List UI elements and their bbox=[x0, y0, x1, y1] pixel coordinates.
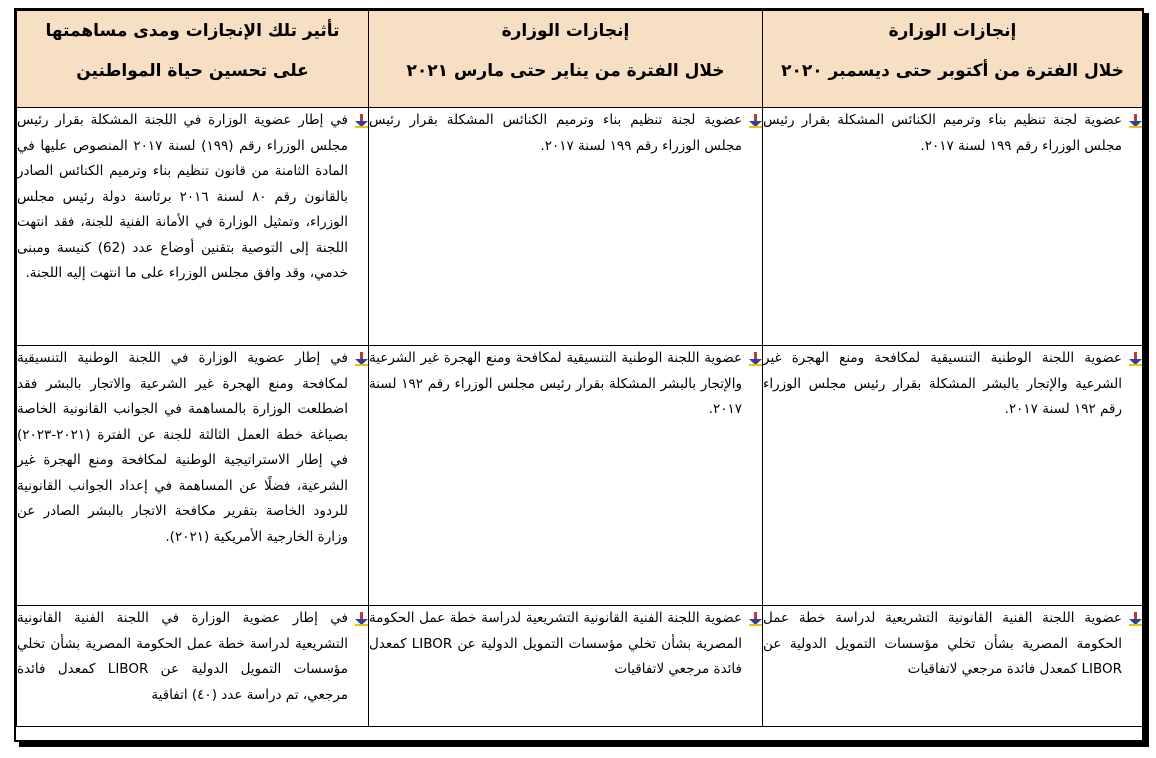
arrow-bullet-icon bbox=[749, 352, 762, 366]
item-text: عضوية اللجنة الفنية القانونية التشريعية لدراسة خطة عمل الحكومة المصرية بشأن تخلي مؤسسات التمويل الدولية عن LIBOR كمعدل فائدة مرجعي لاتفاقيات bbox=[369, 610, 743, 677]
achievements-table-frame bbox=[14, 8, 1144, 742]
header-jan-mar-period: خلال الفترة من يناير حتى مارس ٢٠٢١ bbox=[406, 61, 725, 81]
header-jan-mar bbox=[369, 11, 763, 108]
achievements-table bbox=[16, 10, 1143, 727]
item-text: في إطار عضوية الوزارة في اللجنة الفنية القانونية التشريعية لدراسة خطة عمل الحكومة المصرية بشأن تخلي مؤسسات التمويل الدولية عن LIBOR كمعدل فائدة مرجعي، تم دراسة عدد (٤٠) اتفاقية bbox=[17, 610, 348, 703]
header-impact bbox=[17, 11, 369, 108]
item-text: عضوية لجنة تنظيم بناء وترميم الكنائس المشكلة بقرار رئيس مجلس الوزراء رقم ١٩٩ لسنة ٢٠١٧. bbox=[763, 112, 1122, 154]
header-jan-mar-title: إنجازات الوزارة bbox=[501, 21, 630, 41]
cell-jan-mar bbox=[369, 346, 763, 606]
header-impact-title: تأثير تلك الإنجازات ومدى مساهمتها bbox=[45, 21, 340, 41]
arrow-bullet-icon bbox=[355, 114, 368, 128]
header-oct-dec-title: إنجازات الوزارة bbox=[888, 21, 1017, 41]
table-row bbox=[17, 346, 1143, 606]
list-item bbox=[17, 108, 368, 287]
cell-jan-mar bbox=[369, 606, 763, 727]
item-text: عضوية اللجنة الوطنية التنسيقية لمكافحة ومنع الهجرة غير الشرعية والإتجار بالبشر المشكلة بقرار رئيس مجلس الوزراء رقم ١٩٢ لسنة ٢٠١٧. bbox=[369, 350, 742, 417]
cell-oct-dec bbox=[763, 108, 1143, 346]
table-row bbox=[17, 606, 1143, 727]
table-header-row bbox=[17, 11, 1143, 108]
arrow-bullet-icon bbox=[1129, 612, 1142, 626]
list-item bbox=[763, 346, 1142, 423]
arrow-bullet-icon bbox=[355, 612, 368, 626]
header-oct-dec bbox=[763, 11, 1143, 108]
item-text: عضوية اللجنة الوطنية التنسيقية لمكافحة ومنع الهجرة غير الشرعية والإتجار بالبشر المشكلة بقرار رئيس مجلس الوزراء رقم ١٩٢ لسنة ٢٠١٧. bbox=[763, 350, 1122, 417]
cell-impact bbox=[17, 606, 369, 727]
item-text: عضوية اللجنة الفنية القانونية التشريعية لدراسة خطة عمل الحكومة المصرية بشأن تخلي مؤسسات التمويل الدولية عن LIBOR كمعدل فائدة مرجعي لاتفاقيات bbox=[763, 610, 1122, 677]
table-row bbox=[17, 108, 1143, 346]
list-item bbox=[369, 346, 762, 423]
item-text: عضوية لجنة تنظيم بناء وترميم الكنائس المشكلة بقرار رئيس مجلس الوزراء رقم ١٩٩ لسنة ٢٠١٧. bbox=[369, 112, 742, 154]
arrow-bullet-icon bbox=[749, 612, 762, 626]
list-item bbox=[17, 346, 368, 550]
arrow-bullet-icon bbox=[355, 352, 368, 366]
list-item bbox=[369, 108, 762, 159]
cell-impact bbox=[17, 346, 369, 606]
item-text: في إطار عضوية الوزارة في اللجنة الوطنية التنسيقية لمكافحة ومنع الهجرة غير الشرعية والاتجار بالبشر فقد اضطلعت الوزارة بالمساهمة في الجوانب القانونية الخاصة بصياغة خطة العمل الثالثة للجنة عن الفترة (٢٠٢١-٢٠٢٣) في إطار الاستراتيجية الوطنية لمكافحة ومنع الهجرة غير الشرعية، فضلًا عن المساهمة في إعداد الجوانب القانونية للردود الخاصة بتقرير مكافحة الاتجار بالبشر الصادر عن وزارة الخارجية الأمريكية (٢٠٢١). bbox=[17, 350, 348, 545]
cell-impact bbox=[17, 108, 369, 346]
arrow-bullet-icon bbox=[1129, 114, 1142, 128]
cell-oct-dec bbox=[763, 346, 1143, 606]
cell-jan-mar bbox=[369, 108, 763, 346]
arrow-bullet-icon bbox=[749, 114, 762, 128]
arrow-bullet-icon bbox=[1129, 352, 1142, 366]
list-item bbox=[763, 108, 1142, 159]
list-item bbox=[17, 606, 368, 708]
list-item bbox=[763, 606, 1142, 683]
list-item bbox=[369, 606, 762, 683]
header-impact-subtitle: على تحسين حياة المواطنين bbox=[76, 61, 309, 81]
header-oct-dec-period: خلال الفترة من أكتوبر حتى ديسمبر ٢٠٢٠ bbox=[781, 61, 1124, 81]
item-text: في إطار عضوية الوزارة في اللجنة المشكلة بقرار رئيس مجلس الوزراء رقم (١٩٩) لسنة ٢٠١٧ المنصوص عليها في المادة الثامنة من قانون تنظيم بناء وترميم الكنائس الصادر بالقانون رقم ٨٠ لسنة ٢٠١٦ برئاسة دولة رئيس مجلس الوزراء، وتمثيل الوزارة في الأمانة الفنية للجنة، فقد انتهت اللجنة إلى التوصية بتقنين أوضاع عدد (62) كنيسة ومبنى خدمي، وقد وافق مجلس الوزراء على ما انتهت إليه اللجنة. bbox=[17, 112, 348, 281]
cell-oct-dec bbox=[763, 606, 1143, 727]
